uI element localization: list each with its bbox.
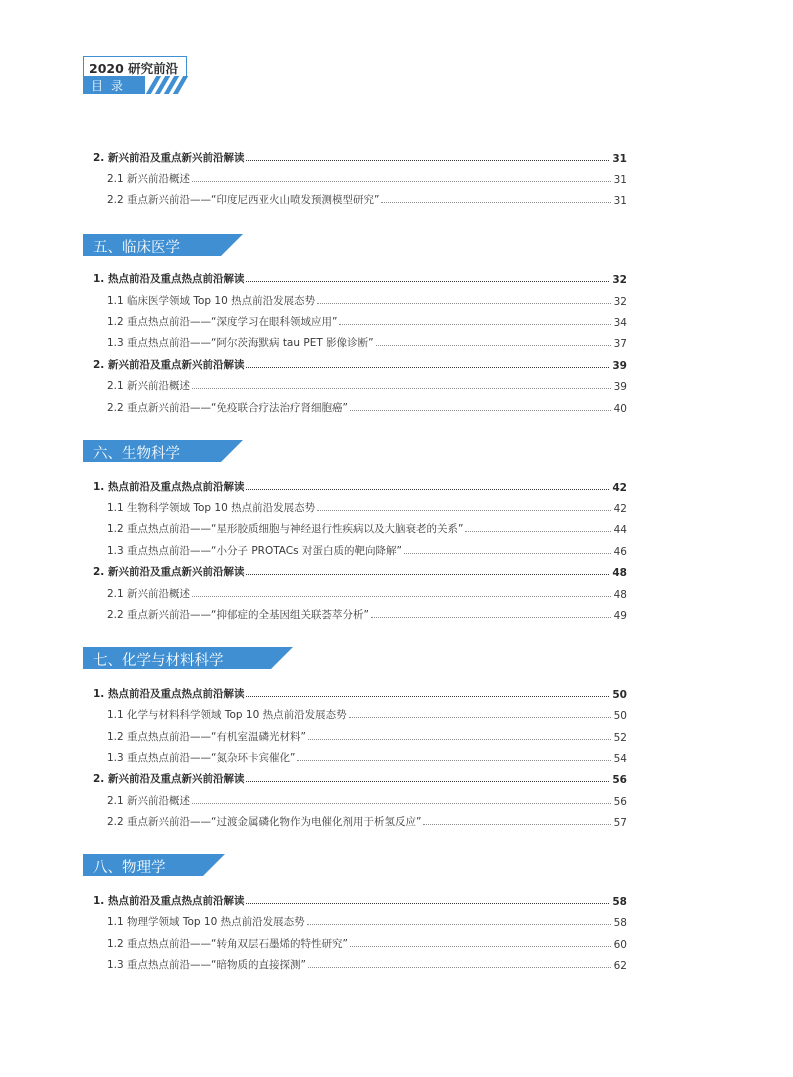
dot-leader [192, 596, 611, 597]
toc-entry[interactable] [93, 356, 627, 372]
dot-leader [349, 717, 611, 718]
dot-leader [192, 803, 611, 804]
section-banner [83, 647, 293, 669]
section-title: 六、生物科学 [93, 446, 180, 462]
toc-entry-page: 50 [613, 710, 627, 722]
toc-entry[interactable] [93, 149, 627, 165]
toc-entry[interactable] [107, 706, 627, 722]
section-banner [83, 234, 243, 256]
header-title-box [83, 56, 187, 76]
section-title: 七、化学与材料科学 [93, 653, 224, 669]
dot-leader [246, 489, 609, 490]
toc-entry-text: 1.2 重点热点前沿——“有机室温磷光材料” [107, 731, 306, 743]
dot-leader [350, 946, 611, 947]
toc-entry[interactable] [107, 499, 627, 515]
toc-entry-text: 2.2 重点新兴前沿——“抑郁症的全基因组关联荟萃分析” [107, 609, 369, 621]
toc-entry-page: 32 [613, 296, 627, 308]
header-subtitle: 目录 [91, 79, 132, 93]
toc-entry[interactable] [107, 399, 627, 415]
dot-leader [317, 303, 610, 304]
toc-entry-page: 44 [613, 524, 627, 536]
toc-entry-text: 2.2 重点新兴前沿——“过渡金属磷化物作为电催化剂用于析氢反应” [107, 816, 422, 828]
toc-entry-text: 1.2 重点热点前沿——“深度学习在眼科领域应用” [107, 316, 338, 328]
toc-entry-text: 1.1 生物科学领域 Top 10 热点前沿发展态势 [107, 502, 316, 514]
toc-entry[interactable] [107, 749, 627, 765]
toc-entry-text: 1.1 临床医学领域 Top 10 热点前沿发展态势 [107, 295, 316, 307]
toc-entry-page: 49 [613, 610, 627, 622]
dot-leader [317, 510, 610, 511]
header-subtitle-bar [83, 76, 187, 94]
toc-entry-page: 50 [612, 689, 627, 701]
toc-entry-page: 57 [613, 817, 627, 829]
toc-entry[interactable] [107, 813, 627, 829]
toc-entry[interactable] [107, 191, 627, 207]
header-subtitle-fill [83, 76, 145, 94]
toc-entry-text: 1.3 重点热点前沿——“暗物质的直接探测” [107, 959, 306, 971]
toc-entry-text: 1.3 重点热点前沿——“氮杂环卡宾催化” [107, 752, 296, 764]
toc-entry[interactable] [107, 377, 627, 393]
toc-entry[interactable] [107, 542, 627, 558]
toc-entry[interactable] [93, 478, 627, 494]
dot-leader [297, 760, 610, 761]
toc-entry-text: 2. 新兴前沿及重点新兴前沿解读 [93, 566, 245, 578]
toc-entry-text: 1.3 重点热点前沿——“小分子 PROTACs 对蛋白质的靶向降解” [107, 545, 402, 557]
toc-entry-page: 39 [612, 360, 627, 372]
section-banner [83, 854, 225, 876]
toc-entry-page: 46 [613, 546, 627, 558]
dot-leader [350, 410, 611, 411]
toc-entry-text: 1. 热点前沿及重点热点前沿解读 [93, 895, 245, 907]
toc-entry-page: 52 [613, 732, 627, 744]
toc-entry-text: 1.1 物理学领域 Top 10 热点前沿发展态势 [107, 916, 305, 928]
toc-entry-page: 31 [613, 195, 627, 207]
dot-leader [307, 924, 611, 925]
toc-entry[interactable] [93, 685, 627, 701]
toc-entry[interactable] [107, 956, 627, 972]
toc-entry-page: 56 [613, 796, 627, 808]
dot-leader [192, 388, 611, 389]
toc-entry-text: 1.1 化学与材料科学领域 Top 10 热点前沿发展态势 [107, 709, 347, 721]
toc-entry-page: 37 [613, 338, 627, 350]
toc-entry[interactable] [107, 935, 627, 951]
section-title: 八、物理学 [93, 860, 166, 876]
toc-entry-page: 48 [612, 567, 627, 579]
dot-leader [339, 324, 610, 325]
toc-entry-text: 1. 热点前沿及重点热点前沿解读 [93, 481, 245, 493]
toc-entry-text: 2.1 新兴前沿概述 [107, 173, 191, 185]
dot-leader [308, 967, 611, 968]
toc-entry-text: 2.2 重点新兴前沿——“免疫联合疗法治疗肾细胞癌” [107, 402, 348, 414]
dot-leader [246, 281, 609, 282]
toc-entry[interactable] [107, 313, 627, 329]
toc-entry-text: 2.1 新兴前沿概述 [107, 588, 191, 600]
page-header [83, 56, 187, 94]
toc-entry[interactable] [107, 728, 627, 744]
toc-entry-text: 1.2 重点热点前沿——“星形胶质细胞与神经退行性疾病以及大脑衰老的关系” [107, 523, 464, 535]
toc-entry-text: 1.3 重点热点前沿——“阿尔茨海默病 tau PET 影像诊断” [107, 337, 374, 349]
toc-entry-page: 48 [613, 589, 627, 601]
toc-entry-text: 2. 新兴前沿及重点新兴前沿解读 [93, 773, 245, 785]
dot-leader [246, 781, 609, 782]
dot-leader [246, 367, 609, 368]
toc-entry-page: 32 [612, 274, 627, 286]
toc-entry[interactable] [93, 770, 627, 786]
toc-entry-text: 2. 新兴前沿及重点新兴前沿解读 [93, 359, 245, 371]
dot-leader [246, 696, 609, 697]
dot-leader [371, 617, 611, 618]
dot-leader [246, 160, 609, 161]
toc-entry-page: 42 [613, 503, 627, 515]
dot-leader [404, 553, 611, 554]
dot-leader [246, 903, 609, 904]
toc-entry-page: 34 [613, 317, 627, 329]
section-banner [83, 440, 243, 462]
dot-leader [192, 181, 611, 182]
header-title: 2020 研究前沿 [89, 61, 179, 76]
toc-entry-page: 42 [612, 482, 627, 494]
toc-entry-text: 2.2 重点新兴前沿——“印度尼西亚火山喷发预测模型研究” [107, 194, 380, 206]
toc-entry-text: 2.1 新兴前沿概述 [107, 795, 191, 807]
toc-entry-page: 40 [613, 403, 627, 415]
toc-entry[interactable] [107, 334, 627, 350]
toc-entry-page: 56 [612, 774, 627, 786]
toc-entry[interactable] [93, 270, 627, 286]
toc-entry-page: 54 [613, 753, 627, 765]
toc-entry[interactable] [107, 606, 627, 622]
toc-entry[interactable] [93, 892, 627, 908]
toc-entry-text: 1.2 重点热点前沿——“转角双层石墨烯的特性研究” [107, 938, 348, 950]
toc-entry-page: 62 [613, 960, 627, 972]
toc-entry[interactable] [107, 292, 627, 308]
toc-entry-page: 31 [612, 153, 627, 165]
toc-entry-text: 2.1 新兴前沿概述 [107, 380, 191, 392]
toc-entry-text: 1. 热点前沿及重点热点前沿解读 [93, 688, 245, 700]
toc-entry-page: 39 [613, 381, 627, 393]
dot-leader [246, 574, 609, 575]
toc-entry-text: 2. 新兴前沿及重点新兴前沿解读 [93, 152, 245, 164]
toc-entry-page: 31 [613, 174, 627, 186]
dot-leader [465, 531, 610, 532]
dot-leader [381, 202, 610, 203]
toc-entry[interactable] [107, 520, 627, 536]
toc-entry[interactable] [107, 792, 627, 808]
dot-leader [376, 345, 611, 346]
toc-entry[interactable] [93, 563, 627, 579]
toc-entry[interactable] [107, 170, 627, 186]
toc-entry-page: 58 [613, 917, 627, 929]
toc-entry[interactable] [107, 913, 627, 929]
toc-entry-page: 60 [613, 939, 627, 951]
toc-entry-page: 58 [612, 896, 627, 908]
toc-entry-text: 1. 热点前沿及重点热点前沿解读 [93, 273, 245, 285]
dot-leader [423, 824, 610, 825]
section-title: 五、临床医学 [93, 240, 180, 256]
toc-entry[interactable] [107, 585, 627, 601]
dot-leader [308, 739, 611, 740]
